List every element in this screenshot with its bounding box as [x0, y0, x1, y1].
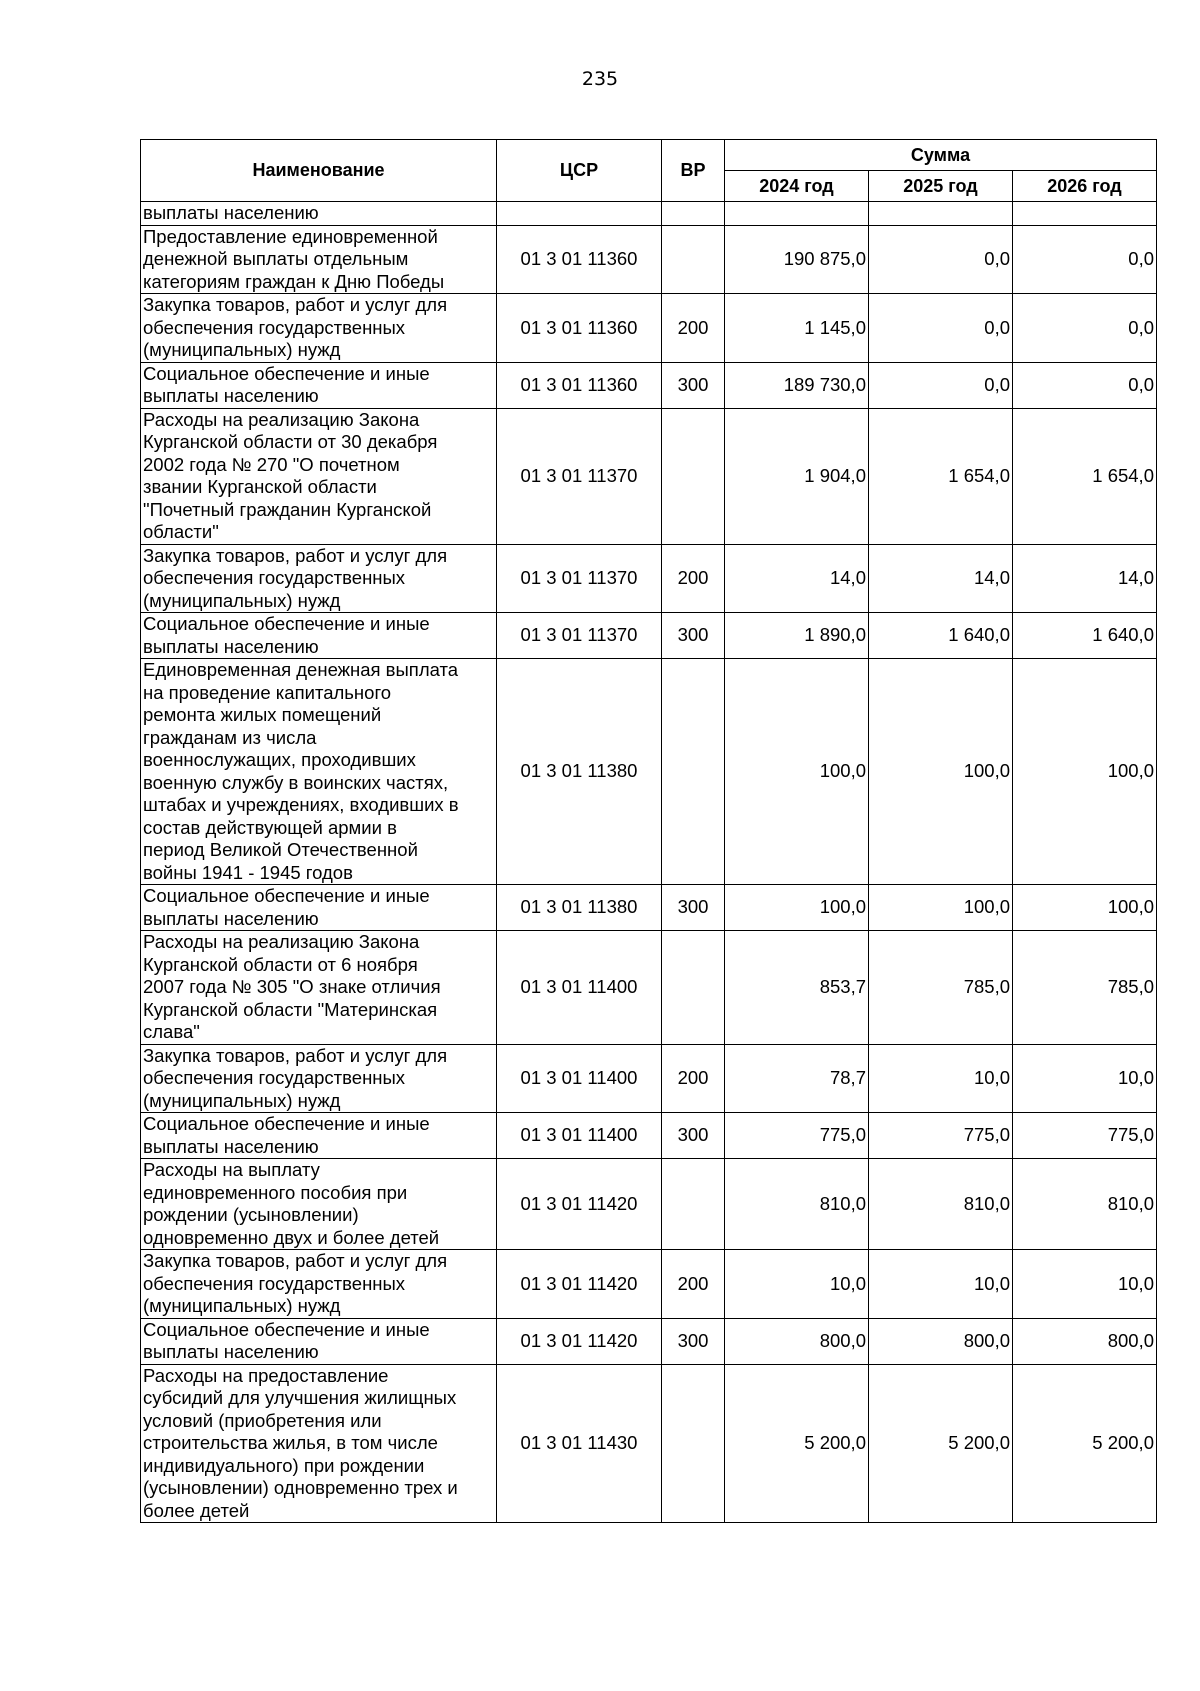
column-header-csr: ЦСР	[497, 140, 662, 202]
row-csr-cell: 01 3 01 11360	[497, 362, 662, 408]
table-row	[141, 613, 1157, 659]
row-amount-2024-cell: 189 730,0	[725, 362, 869, 408]
table-header	[141, 140, 1157, 202]
column-header-vr: ВР	[662, 140, 725, 202]
row-amount-2024-cell: 1 904,0	[725, 408, 869, 544]
row-amount-2024-cell: 100,0	[725, 659, 869, 885]
column-header-sum: Сумма	[725, 140, 1157, 171]
row-name-cell: Расходы на предоставление субсидий для улучшения жилищных условий (приобретения или строительства жилья, в том числе индивидуального) при рождении (усыновлении) одновременно трех и более детей	[141, 1364, 497, 1523]
column-header-2026: 2026 год	[1013, 171, 1157, 202]
table-row	[141, 1113, 1157, 1159]
budget-table	[140, 139, 1157, 1523]
row-csr-cell: 01 3 01 11420	[497, 1159, 662, 1250]
row-amount-2025-cell: 10,0	[869, 1250, 1013, 1319]
row-csr-cell: 01 3 01 11370	[497, 613, 662, 659]
row-vr-cell: 300	[662, 362, 725, 408]
row-csr-cell: 01 3 01 11400	[497, 1113, 662, 1159]
row-amount-2026-cell	[1013, 202, 1157, 226]
row-csr-cell: 01 3 01 11420	[497, 1318, 662, 1364]
row-amount-2026-cell: 810,0	[1013, 1159, 1157, 1250]
row-amount-2025-cell: 1 654,0	[869, 408, 1013, 544]
row-name-cell: Социальное обеспечение и иные выплаты населению	[141, 1113, 497, 1159]
row-amount-2024-cell: 1 145,0	[725, 294, 869, 363]
row-name-cell: Единовременная денежная выплата на проведение капитального ремонта жилых помещений гражданам из числа военнослужащих, проходивших военную службу в воинских частях, штабах и учреждениях, входивших в состав действующей армии в период Великой Отечественной войны 1941 - 1945 годов	[141, 659, 497, 885]
row-amount-2026-cell: 14,0	[1013, 544, 1157, 613]
table-row	[141, 1364, 1157, 1523]
row-vr-cell: 200	[662, 294, 725, 363]
row-amount-2026-cell: 5 200,0	[1013, 1364, 1157, 1523]
table-row	[141, 885, 1157, 931]
row-amount-2025-cell: 100,0	[869, 885, 1013, 931]
column-header-2024: 2024 год	[725, 171, 869, 202]
row-name-cell: Социальное обеспечение и иные выплаты населению	[141, 885, 497, 931]
row-csr-cell: 01 3 01 11400	[497, 931, 662, 1045]
row-vr-cell: 300	[662, 613, 725, 659]
row-amount-2024-cell: 800,0	[725, 1318, 869, 1364]
table-row	[141, 1318, 1157, 1364]
row-name-cell: Закупка товаров, работ и услуг для обеспечения государственных (муниципальных) нужд	[141, 1250, 497, 1319]
column-header-2025: 2025 год	[869, 171, 1013, 202]
page-number: 235	[581, 68, 619, 90]
row-amount-2024-cell: 775,0	[725, 1113, 869, 1159]
row-amount-2025-cell: 785,0	[869, 931, 1013, 1045]
row-amount-2026-cell: 775,0	[1013, 1113, 1157, 1159]
row-csr-cell: 01 3 01 11360	[497, 225, 662, 294]
table-row	[141, 225, 1157, 294]
row-amount-2025-cell: 800,0	[869, 1318, 1013, 1364]
row-vr-cell	[662, 931, 725, 1045]
row-name-cell: Социальное обеспечение и иные выплаты населению	[141, 613, 497, 659]
row-vr-cell	[662, 225, 725, 294]
row-amount-2025-cell: 100,0	[869, 659, 1013, 885]
row-name-cell: Предоставление единовременной денежной выплаты отдельным категориям граждан к Дню Победы	[141, 225, 497, 294]
table-body	[141, 202, 1157, 1523]
row-vr-cell	[662, 1159, 725, 1250]
row-amount-2024-cell: 100,0	[725, 885, 869, 931]
row-csr-cell: 01 3 01 11370	[497, 408, 662, 544]
row-csr-cell: 01 3 01 11370	[497, 544, 662, 613]
row-csr-cell	[497, 202, 662, 226]
row-amount-2026-cell: 0,0	[1013, 225, 1157, 294]
row-amount-2026-cell: 785,0	[1013, 931, 1157, 1045]
table-row	[141, 202, 1157, 226]
row-amount-2026-cell: 1 640,0	[1013, 613, 1157, 659]
row-csr-cell: 01 3 01 11400	[497, 1044, 662, 1113]
row-amount-2025-cell: 5 200,0	[869, 1364, 1013, 1523]
row-amount-2026-cell: 1 654,0	[1013, 408, 1157, 544]
row-amount-2025-cell: 0,0	[869, 294, 1013, 363]
row-vr-cell: 200	[662, 1250, 725, 1319]
row-amount-2025-cell: 775,0	[869, 1113, 1013, 1159]
row-amount-2026-cell: 10,0	[1013, 1044, 1157, 1113]
row-vr-cell: 300	[662, 885, 725, 931]
row-amount-2026-cell: 100,0	[1013, 885, 1157, 931]
row-amount-2026-cell: 0,0	[1013, 294, 1157, 363]
row-amount-2024-cell: 853,7	[725, 931, 869, 1045]
row-name-cell: Расходы на выплату единовременного пособия при рождении (усыновлении) одновременно двух и более детей	[141, 1159, 497, 1250]
row-vr-cell: 200	[662, 1044, 725, 1113]
row-amount-2026-cell: 10,0	[1013, 1250, 1157, 1319]
column-header-name: Наименование	[141, 140, 497, 202]
row-csr-cell: 01 3 01 11420	[497, 1250, 662, 1319]
row-amount-2024-cell: 14,0	[725, 544, 869, 613]
row-amount-2025-cell	[869, 202, 1013, 226]
row-name-cell: Расходы на реализацию Закона Курганской области от 30 декабря 2002 года № 270 "О почетном звании Курганской области "Почетный гражданин Курганской области"	[141, 408, 497, 544]
table-row	[141, 408, 1157, 544]
row-amount-2026-cell: 800,0	[1013, 1318, 1157, 1364]
row-amount-2025-cell: 14,0	[869, 544, 1013, 613]
row-name-cell: выплаты населению	[141, 202, 497, 226]
row-amount-2025-cell: 10,0	[869, 1044, 1013, 1113]
row-amount-2024-cell: 5 200,0	[725, 1364, 869, 1523]
row-vr-cell: 200	[662, 544, 725, 613]
row-name-cell: Расходы на реализацию Закона Курганской области от 6 ноября 2007 года № 305 "О знаке отличия Курганской области "Материнская слава"	[141, 931, 497, 1045]
row-vr-cell: 300	[662, 1113, 725, 1159]
row-amount-2026-cell: 100,0	[1013, 659, 1157, 885]
row-vr-cell	[662, 1364, 725, 1523]
row-name-cell: Социальное обеспечение и иные выплаты населению	[141, 362, 497, 408]
row-amount-2024-cell: 1 890,0	[725, 613, 869, 659]
row-amount-2024-cell: 190 875,0	[725, 225, 869, 294]
row-amount-2024-cell: 810,0	[725, 1159, 869, 1250]
row-name-cell: Закупка товаров, работ и услуг для обеспечения государственных (муниципальных) нужд	[141, 294, 497, 363]
row-amount-2025-cell: 0,0	[869, 225, 1013, 294]
table-row	[141, 1044, 1157, 1113]
row-csr-cell: 01 3 01 11380	[497, 659, 662, 885]
row-csr-cell: 01 3 01 11430	[497, 1364, 662, 1523]
row-amount-2024-cell	[725, 202, 869, 226]
table-row	[141, 931, 1157, 1045]
table-row	[141, 544, 1157, 613]
row-amount-2026-cell: 0,0	[1013, 362, 1157, 408]
table-row	[141, 1159, 1157, 1250]
row-vr-cell	[662, 408, 725, 544]
row-name-cell: Закупка товаров, работ и услуг для обеспечения государственных (муниципальных) нужд	[141, 544, 497, 613]
row-vr-cell	[662, 659, 725, 885]
row-vr-cell	[662, 202, 725, 226]
table-row	[141, 362, 1157, 408]
row-csr-cell: 01 3 01 11380	[497, 885, 662, 931]
table-row	[141, 659, 1157, 885]
row-amount-2024-cell: 78,7	[725, 1044, 869, 1113]
table-row	[141, 294, 1157, 363]
row-name-cell: Закупка товаров, работ и услуг для обеспечения государственных (муниципальных) нужд	[141, 1044, 497, 1113]
row-name-cell: Социальное обеспечение и иные выплаты населению	[141, 1318, 497, 1364]
row-vr-cell: 300	[662, 1318, 725, 1364]
row-csr-cell: 01 3 01 11360	[497, 294, 662, 363]
row-amount-2024-cell: 10,0	[725, 1250, 869, 1319]
row-amount-2025-cell: 810,0	[869, 1159, 1013, 1250]
table-row	[141, 1250, 1157, 1319]
row-amount-2025-cell: 1 640,0	[869, 613, 1013, 659]
row-amount-2025-cell: 0,0	[869, 362, 1013, 408]
